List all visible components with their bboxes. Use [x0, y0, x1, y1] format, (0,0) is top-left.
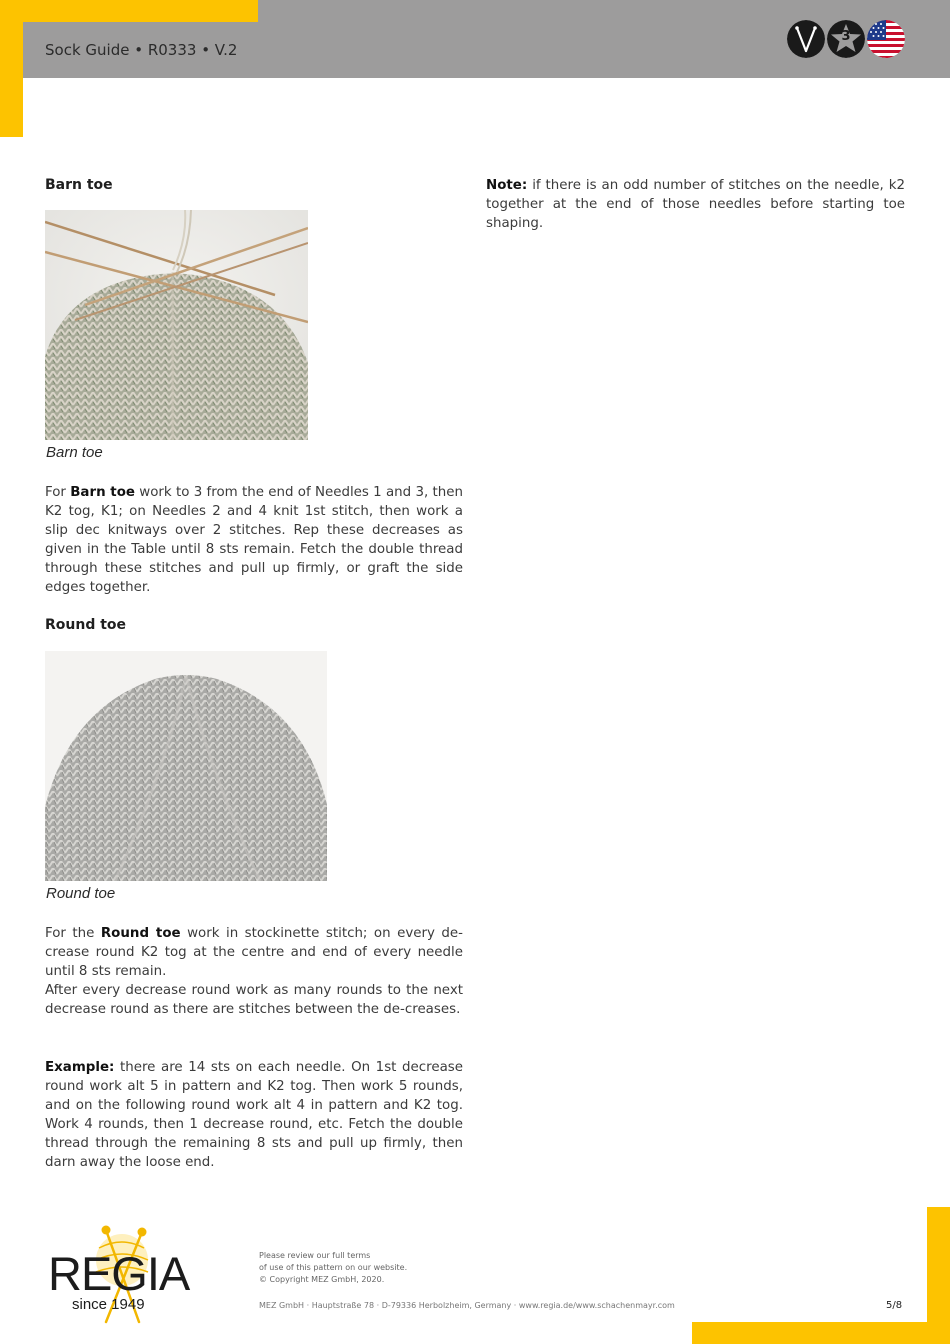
round-toe-photo	[45, 651, 327, 881]
barn-toe-paragraph	[45, 483, 463, 597]
document-title: Sock Guide • R0333 • V.2	[45, 41, 238, 59]
note-block	[486, 176, 905, 233]
page-number: 5/8	[886, 1300, 903, 1311]
terms-line: Please review our full terms	[259, 1251, 371, 1260]
paragraph-text: work to 3 from the end of Needles 1 and 3, then K2 tog, K1; on Needles 2 and 4 knit 1st stitch, then work a slip dec knitways over 2 stitches. Rep these decreases as given in the Table until 8 sts remain. Fetch the double thread through these stitches and pull up firmly, or graft the side edges together.	[45, 485, 463, 595]
accent-corner-bottom	[692, 1322, 950, 1344]
round-toe-heading: Round toe	[45, 617, 127, 633]
logo-wordmark: REGIA	[48, 1247, 190, 1300]
difficulty-star-icon	[827, 20, 865, 58]
barn-toe-heading: Barn toe	[45, 177, 113, 193]
note-label: Note:	[486, 178, 528, 193]
accent-corner-top	[0, 0, 258, 22]
round-toe-rounds-paragraph: After every decrease round work as many rounds to the next decrease round as there are stitches between the de-creases.	[45, 983, 463, 1017]
paragraph-bold: Round toe	[100, 926, 181, 941]
barn-toe-caption: Barn toe	[46, 444, 103, 461]
note-paragraph	[486, 176, 905, 233]
round-toe-caption: Round toe	[46, 885, 116, 902]
logo-tagline: since 1949	[72, 1296, 145, 1313]
paragraph-text: For the	[45, 926, 101, 941]
barn-toe-photo	[45, 210, 308, 440]
us-flag-icon	[867, 20, 905, 58]
terms-line: of use of this pattern on our website.	[259, 1263, 408, 1272]
note-text: if there is an odd number of stitches on the needle, k2 together at the end of those needles before starting toe shaping.	[486, 178, 905, 231]
example-text: there are 14 sts on each needle. On 1st decrease round work alt 5 in pattern and K2 tog. Then work 5 rounds, and on the following round work alt 4 in pattern and K2 tog. Work 4 rounds, then 1 decrease round, etc. Fetch the double thread through the remaining 8 sts and pull up firmly, then darn away the loose end.	[45, 1060, 463, 1170]
paragraph-bold: Barn toe	[70, 485, 135, 500]
round-toe-paragraph	[45, 924, 463, 981]
paragraph-text: work in stockinette stitch; on every de-crease round K2 tog at the centre and end of every needle until 8 sts remain.	[45, 926, 463, 979]
regia-logo	[44, 1218, 190, 1328]
accent-bar-top	[0, 0, 23, 137]
paragraph-text: For	[45, 485, 71, 500]
copyright-line: © Copyright MEZ GmbH, 2020.	[259, 1275, 385, 1284]
footer-terms	[259, 1250, 407, 1286]
footer-address: MEZ GmbH · Hauptstraße 78 · D-79336 Herbolzheim, Germany · www.regia.de/www.schachenmayr.com	[259, 1301, 675, 1310]
difficulty-level: 3	[841, 29, 851, 44]
knitting-needles-icon	[787, 20, 825, 58]
example-label: Example:	[45, 1060, 115, 1075]
example-paragraph	[45, 1058, 463, 1172]
